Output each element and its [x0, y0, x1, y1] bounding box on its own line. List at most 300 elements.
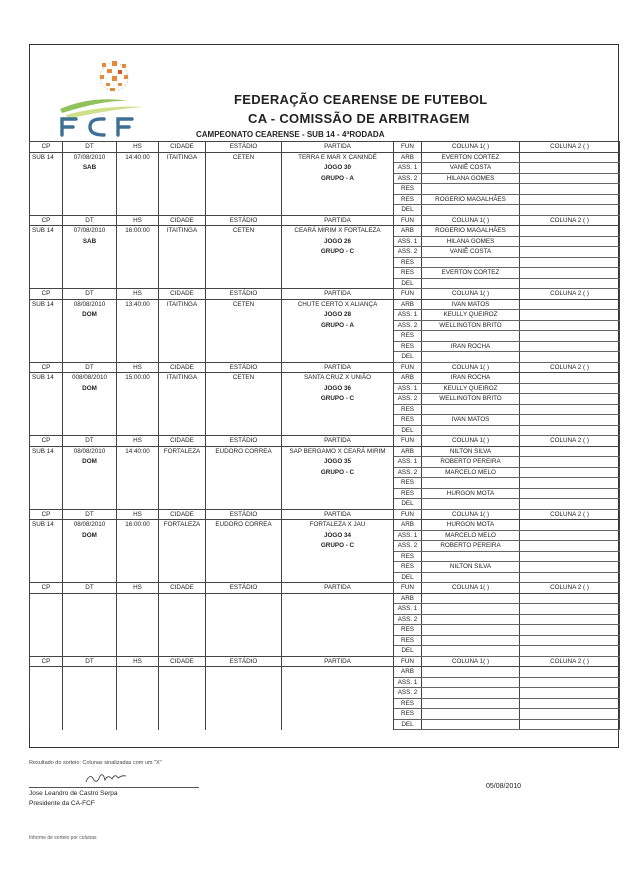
empty-cell [159, 467, 206, 478]
empty-cell [63, 478, 117, 489]
empty-cell [117, 352, 159, 363]
function-label-cell: DEL [394, 719, 422, 730]
empty-cell [282, 551, 394, 562]
empty-cell [117, 236, 159, 247]
table-row [30, 446, 620, 457]
table-row [30, 341, 620, 352]
empty-cell [117, 530, 159, 541]
city-cell: FORTALEZA [159, 520, 206, 531]
stadium-cell: CETEN [206, 299, 282, 310]
column-header-cidade: CIDADE [159, 509, 206, 520]
table-row [30, 467, 620, 478]
empty-cell [63, 425, 117, 436]
table-row [30, 373, 620, 384]
empty-cell [30, 278, 63, 289]
empty-cell [206, 530, 282, 541]
column-header-fun: FUN [394, 583, 422, 594]
city-cell: ITAITINGA [159, 373, 206, 384]
function-label-cell: DEL [394, 352, 422, 363]
empty-cell [63, 247, 117, 258]
empty-cell [63, 278, 117, 289]
column1-cell: HURGON MOTA [422, 520, 520, 531]
table-row [30, 299, 620, 310]
function-label-cell: RES [394, 488, 422, 499]
date-cell: 07/08/2010 [63, 226, 117, 237]
column1-cell [422, 352, 520, 363]
table-row [30, 667, 620, 678]
empty-cell [282, 709, 394, 720]
function-label-cell: RES [394, 257, 422, 268]
empty-cell [30, 205, 63, 216]
column-header-partida: PARTIDA [282, 656, 394, 667]
column2-cell [520, 446, 620, 457]
column-header-dt: DT [63, 215, 117, 226]
column-header-estadio: ESTÁDIO [206, 583, 282, 594]
column-header-col2: COLUNA 2 ( ) [520, 215, 620, 226]
match-cell [282, 593, 394, 604]
table-row [30, 635, 620, 646]
column1-cell [422, 257, 520, 268]
function-label-cell: ARB [394, 299, 422, 310]
column1-cell [422, 719, 520, 730]
column1-cell: ROGERIO MAGALHÃES [422, 226, 520, 237]
city-cell: FORTALEZA [159, 446, 206, 457]
date-cell [63, 593, 117, 604]
column2-cell [520, 383, 620, 394]
column2-cell [520, 467, 620, 478]
day-cell: DOM [63, 310, 117, 321]
column2-cell [520, 310, 620, 321]
column1-cell [422, 646, 520, 657]
match-cell: SANTA CRUZ X UNIÃO [282, 373, 394, 384]
function-label-cell: DEL [394, 572, 422, 583]
table-row [30, 688, 620, 699]
column-header-estadio: ESTÁDIO [206, 656, 282, 667]
function-label-cell: ARB [394, 152, 422, 163]
empty-cell [206, 394, 282, 405]
date-cell: 07/08/2010 [63, 152, 117, 163]
cp-cell: SUB 14 [30, 152, 63, 163]
column2-cell [520, 614, 620, 625]
column-header-cidade: CIDADE [159, 436, 206, 447]
column-header-cidade: CIDADE [159, 142, 206, 153]
empty-cell [282, 331, 394, 342]
empty-cell [117, 688, 159, 699]
empty-cell [159, 530, 206, 541]
column-header-cidade: CIDADE [159, 362, 206, 373]
column2-cell [520, 163, 620, 174]
column2-cell [520, 625, 620, 636]
empty-cell [206, 646, 282, 657]
function-label-cell: ARB [394, 226, 422, 237]
column1-cell [422, 667, 520, 678]
column2-cell [520, 299, 620, 310]
column-header-cidade: CIDADE [159, 583, 206, 594]
empty-cell [117, 562, 159, 573]
table-row [30, 268, 620, 279]
column-header-col2: COLUNA 2 ( ) [520, 362, 620, 373]
table-row [30, 152, 620, 163]
empty-cell [30, 425, 63, 436]
column-header-col1: COLUNA 1( ) [422, 656, 520, 667]
day-cell [63, 677, 117, 688]
table-row [30, 488, 620, 499]
header-row [30, 583, 620, 594]
column1-cell [422, 425, 520, 436]
column2-cell [520, 488, 620, 499]
empty-cell [30, 457, 63, 468]
empty-cell [30, 383, 63, 394]
signature-name: Jose Leandro de Castro Serpa [29, 790, 118, 797]
column-header-dt: DT [63, 656, 117, 667]
column1-cell [422, 404, 520, 415]
empty-cell [159, 635, 206, 646]
column1-cell: EVERTON CORTEZ [422, 268, 520, 279]
column1-cell: ROGERIO MAGALHÃES [422, 194, 520, 205]
empty-cell [117, 173, 159, 184]
empty-cell [117, 499, 159, 510]
column2-cell [520, 247, 620, 258]
column-header-col1: COLUNA 1( ) [422, 289, 520, 300]
cp-cell: SUB 14 [30, 446, 63, 457]
empty-cell [159, 236, 206, 247]
function-label-cell: RES [394, 478, 422, 489]
table-row [30, 278, 620, 289]
empty-cell [159, 457, 206, 468]
column-header-estadio: ESTÁDIO [206, 289, 282, 300]
column1-cell [422, 331, 520, 342]
empty-cell [63, 551, 117, 562]
empty-cell [63, 541, 117, 552]
bottom-note: Informe de sorteio por colunas [29, 835, 97, 841]
empty-cell [282, 404, 394, 415]
draw-result-note: Resultado do sorteio: Colunas sinalizadas com um "X" [29, 760, 162, 766]
empty-cell [206, 425, 282, 436]
empty-cell [63, 394, 117, 405]
table-row [30, 520, 620, 531]
function-label-cell: RES [394, 415, 422, 426]
empty-cell [117, 425, 159, 436]
group-cell: GRUPO - A [282, 320, 394, 331]
column-header-cp: CP [30, 215, 63, 226]
empty-cell [63, 698, 117, 709]
empty-cell [206, 719, 282, 730]
column-header-estadio: ESTÁDIO [206, 509, 282, 520]
empty-cell [117, 698, 159, 709]
function-label-cell: ARB [394, 593, 422, 604]
table-row [30, 226, 620, 237]
column-header-col2: COLUNA 2 ( ) [520, 656, 620, 667]
empty-cell [206, 257, 282, 268]
match-cell: CEARÁ MIRIM X FORTALEZA [282, 226, 394, 237]
empty-cell [117, 719, 159, 730]
empty-cell [117, 331, 159, 342]
column-header-fun: FUN [394, 656, 422, 667]
column2-cell [520, 572, 620, 583]
column2-cell [520, 562, 620, 573]
empty-cell [159, 562, 206, 573]
match-cell [282, 667, 394, 678]
column-header-hs: HS [117, 289, 159, 300]
column2-cell [520, 530, 620, 541]
empty-cell [117, 341, 159, 352]
empty-cell [117, 415, 159, 426]
empty-cell [206, 247, 282, 258]
function-label-cell: RES [394, 635, 422, 646]
game-number-cell: JOGO 34 [282, 530, 394, 541]
table-row [30, 457, 620, 468]
empty-cell [117, 184, 159, 195]
empty-cell [282, 646, 394, 657]
function-label-cell: ASS. 2 [394, 320, 422, 331]
column2-cell [520, 184, 620, 195]
empty-cell [159, 499, 206, 510]
empty-cell [117, 467, 159, 478]
empty-cell [206, 604, 282, 615]
column2-cell [520, 331, 620, 342]
cp-cell: SUB 14 [30, 299, 63, 310]
empty-cell [63, 184, 117, 195]
column1-cell [422, 593, 520, 604]
column-header-cidade: CIDADE [159, 289, 206, 300]
function-label-cell: ASS. 2 [394, 247, 422, 258]
function-label-cell: ASS. 2 [394, 688, 422, 699]
empty-cell [282, 635, 394, 646]
empty-cell [63, 331, 117, 342]
column-header-col2: COLUNA 2 ( ) [520, 583, 620, 594]
column2-cell [520, 499, 620, 510]
column-header-dt: DT [63, 436, 117, 447]
empty-cell [159, 320, 206, 331]
empty-cell [63, 320, 117, 331]
column-header-partida: PARTIDA [282, 583, 394, 594]
column2-cell [520, 677, 620, 688]
empty-cell [206, 551, 282, 562]
empty-cell [159, 478, 206, 489]
column-header-cp: CP [30, 362, 63, 373]
column2-cell [520, 688, 620, 699]
empty-cell [63, 499, 117, 510]
column2-cell [520, 341, 620, 352]
empty-cell [282, 184, 394, 195]
column2-cell [520, 457, 620, 468]
column2-cell [520, 278, 620, 289]
empty-cell [159, 184, 206, 195]
column2-cell [520, 646, 620, 657]
swoosh-icon [60, 99, 144, 119]
function-label-cell: ASS. 1 [394, 457, 422, 468]
time-cell [117, 593, 159, 604]
column-header-estadio: ESTÁDIO [206, 142, 282, 153]
table-row [30, 572, 620, 583]
empty-cell [117, 604, 159, 615]
column1-cell [422, 278, 520, 289]
column2-cell [520, 352, 620, 363]
column1-cell: VANIÊ COSTA [422, 163, 520, 174]
federation-title: FEDERAÇÃO CEARENSE DE FUTEBOL [234, 92, 488, 107]
table-row [30, 173, 620, 184]
column-header-cp: CP [30, 142, 63, 153]
table-row [30, 604, 620, 615]
function-label-cell: ASS. 1 [394, 310, 422, 321]
stadium-cell: CETEN [206, 152, 282, 163]
empty-cell [282, 257, 394, 268]
empty-cell [159, 719, 206, 730]
empty-cell [206, 562, 282, 573]
function-label-cell: ASS. 2 [394, 173, 422, 184]
column2-cell [520, 236, 620, 247]
function-label-cell: RES [394, 341, 422, 352]
empty-cell [159, 551, 206, 562]
empty-cell [206, 572, 282, 583]
column1-cell: HURGON MOTA [422, 488, 520, 499]
game-number-cell: JOGO 26 [282, 236, 394, 247]
empty-cell [159, 614, 206, 625]
empty-cell [63, 467, 117, 478]
day-cell: SAB [63, 163, 117, 174]
column-header-fun: FUN [394, 509, 422, 520]
column1-cell: IVAN MATOS [422, 299, 520, 310]
empty-cell [63, 194, 117, 205]
empty-cell [117, 310, 159, 321]
signature-line [29, 787, 199, 788]
column-header-cidade: CIDADE [159, 215, 206, 226]
empty-cell [117, 709, 159, 720]
column-header-dt: DT [63, 362, 117, 373]
empty-cell [30, 677, 63, 688]
empty-cell [30, 415, 63, 426]
empty-cell [117, 278, 159, 289]
empty-cell [159, 257, 206, 268]
column1-cell: KEULLY QUEIROZ [422, 383, 520, 394]
column-header-col2: COLUNA 2 ( ) [520, 436, 620, 447]
table-row [30, 593, 620, 604]
empty-cell [282, 478, 394, 489]
empty-cell [159, 278, 206, 289]
stadium-cell: CETEN [206, 373, 282, 384]
city-cell [159, 593, 206, 604]
empty-cell [117, 551, 159, 562]
table-row [30, 404, 620, 415]
empty-cell [30, 331, 63, 342]
empty-cell [117, 677, 159, 688]
column-header-hs: HS [117, 436, 159, 447]
table-row [30, 194, 620, 205]
city-cell: ITAITINGA [159, 226, 206, 237]
empty-cell [282, 352, 394, 363]
column-header-partida: PARTIDA [282, 436, 394, 447]
table-row [30, 352, 620, 363]
function-label-cell: RES [394, 194, 422, 205]
cp-cell: SUB 14 [30, 373, 63, 384]
group-cell [282, 688, 394, 699]
stadium-cell: EUDORO CORREA [206, 446, 282, 457]
empty-cell [117, 320, 159, 331]
function-label-cell: ARB [394, 373, 422, 384]
function-label-cell: ASS. 2 [394, 541, 422, 552]
time-cell: 15:00:00 [117, 373, 159, 384]
function-label-cell: ARB [394, 520, 422, 531]
column-header-col2: COLUNA 2 ( ) [520, 142, 620, 153]
empty-cell [159, 488, 206, 499]
empty-cell [117, 394, 159, 405]
table-row [30, 551, 620, 562]
column2-cell [520, 394, 620, 405]
column-header-hs: HS [117, 362, 159, 373]
column1-cell: VANIÊ COSTA [422, 247, 520, 258]
function-label-cell: RES [394, 562, 422, 573]
column1-cell: NILTON SILVA [422, 446, 520, 457]
group-cell [282, 614, 394, 625]
header-row [30, 215, 620, 226]
column-header-dt: DT [63, 509, 117, 520]
empty-cell [206, 415, 282, 426]
empty-cell [282, 194, 394, 205]
empty-cell [206, 205, 282, 216]
empty-cell [63, 415, 117, 426]
empty-cell [159, 310, 206, 321]
header-row [30, 142, 620, 153]
empty-cell [63, 688, 117, 699]
empty-cell [63, 572, 117, 583]
empty-cell [30, 236, 63, 247]
function-label-cell: ASS. 2 [394, 614, 422, 625]
function-label-cell: RES [394, 404, 422, 415]
empty-cell [206, 488, 282, 499]
empty-cell [159, 383, 206, 394]
date-cell: 08/08/2010 [63, 446, 117, 457]
column1-cell [422, 499, 520, 510]
empty-cell [159, 352, 206, 363]
date-cell: 08/08/2010 [63, 299, 117, 310]
time-cell: 16:00:00 [117, 520, 159, 531]
column2-cell [520, 541, 620, 552]
game-number-cell [282, 677, 394, 688]
document-date: 05/08/2010 [486, 783, 522, 790]
function-label-cell: ARB [394, 667, 422, 678]
empty-cell [30, 163, 63, 174]
column-header-hs: HS [117, 656, 159, 667]
empty-cell [30, 488, 63, 499]
empty-cell [117, 457, 159, 468]
empty-cell [30, 499, 63, 510]
empty-cell [117, 614, 159, 625]
header-row [30, 362, 620, 373]
table-row [30, 425, 620, 436]
empty-cell [282, 499, 394, 510]
column1-cell: KEULLY QUEIROZ [422, 310, 520, 321]
game-number-cell: JOGO 28 [282, 310, 394, 321]
empty-cell [206, 268, 282, 279]
empty-cell [282, 488, 394, 499]
empty-cell [159, 646, 206, 657]
column-header-cp: CP [30, 583, 63, 594]
column1-cell: WELLINGTON BRITO [422, 394, 520, 405]
column1-cell: ROBERTO PEREIRA [422, 541, 520, 552]
column-header-cp: CP [30, 436, 63, 447]
empty-cell [282, 425, 394, 436]
empty-cell [282, 572, 394, 583]
empty-cell [30, 625, 63, 636]
column-header-partida: PARTIDA [282, 142, 394, 153]
empty-cell [117, 635, 159, 646]
empty-cell [159, 709, 206, 720]
empty-cell [206, 541, 282, 552]
empty-cell [159, 688, 206, 699]
date-cell [63, 667, 117, 678]
empty-cell [282, 205, 394, 216]
column1-cell: HILANA GOMES [422, 236, 520, 247]
